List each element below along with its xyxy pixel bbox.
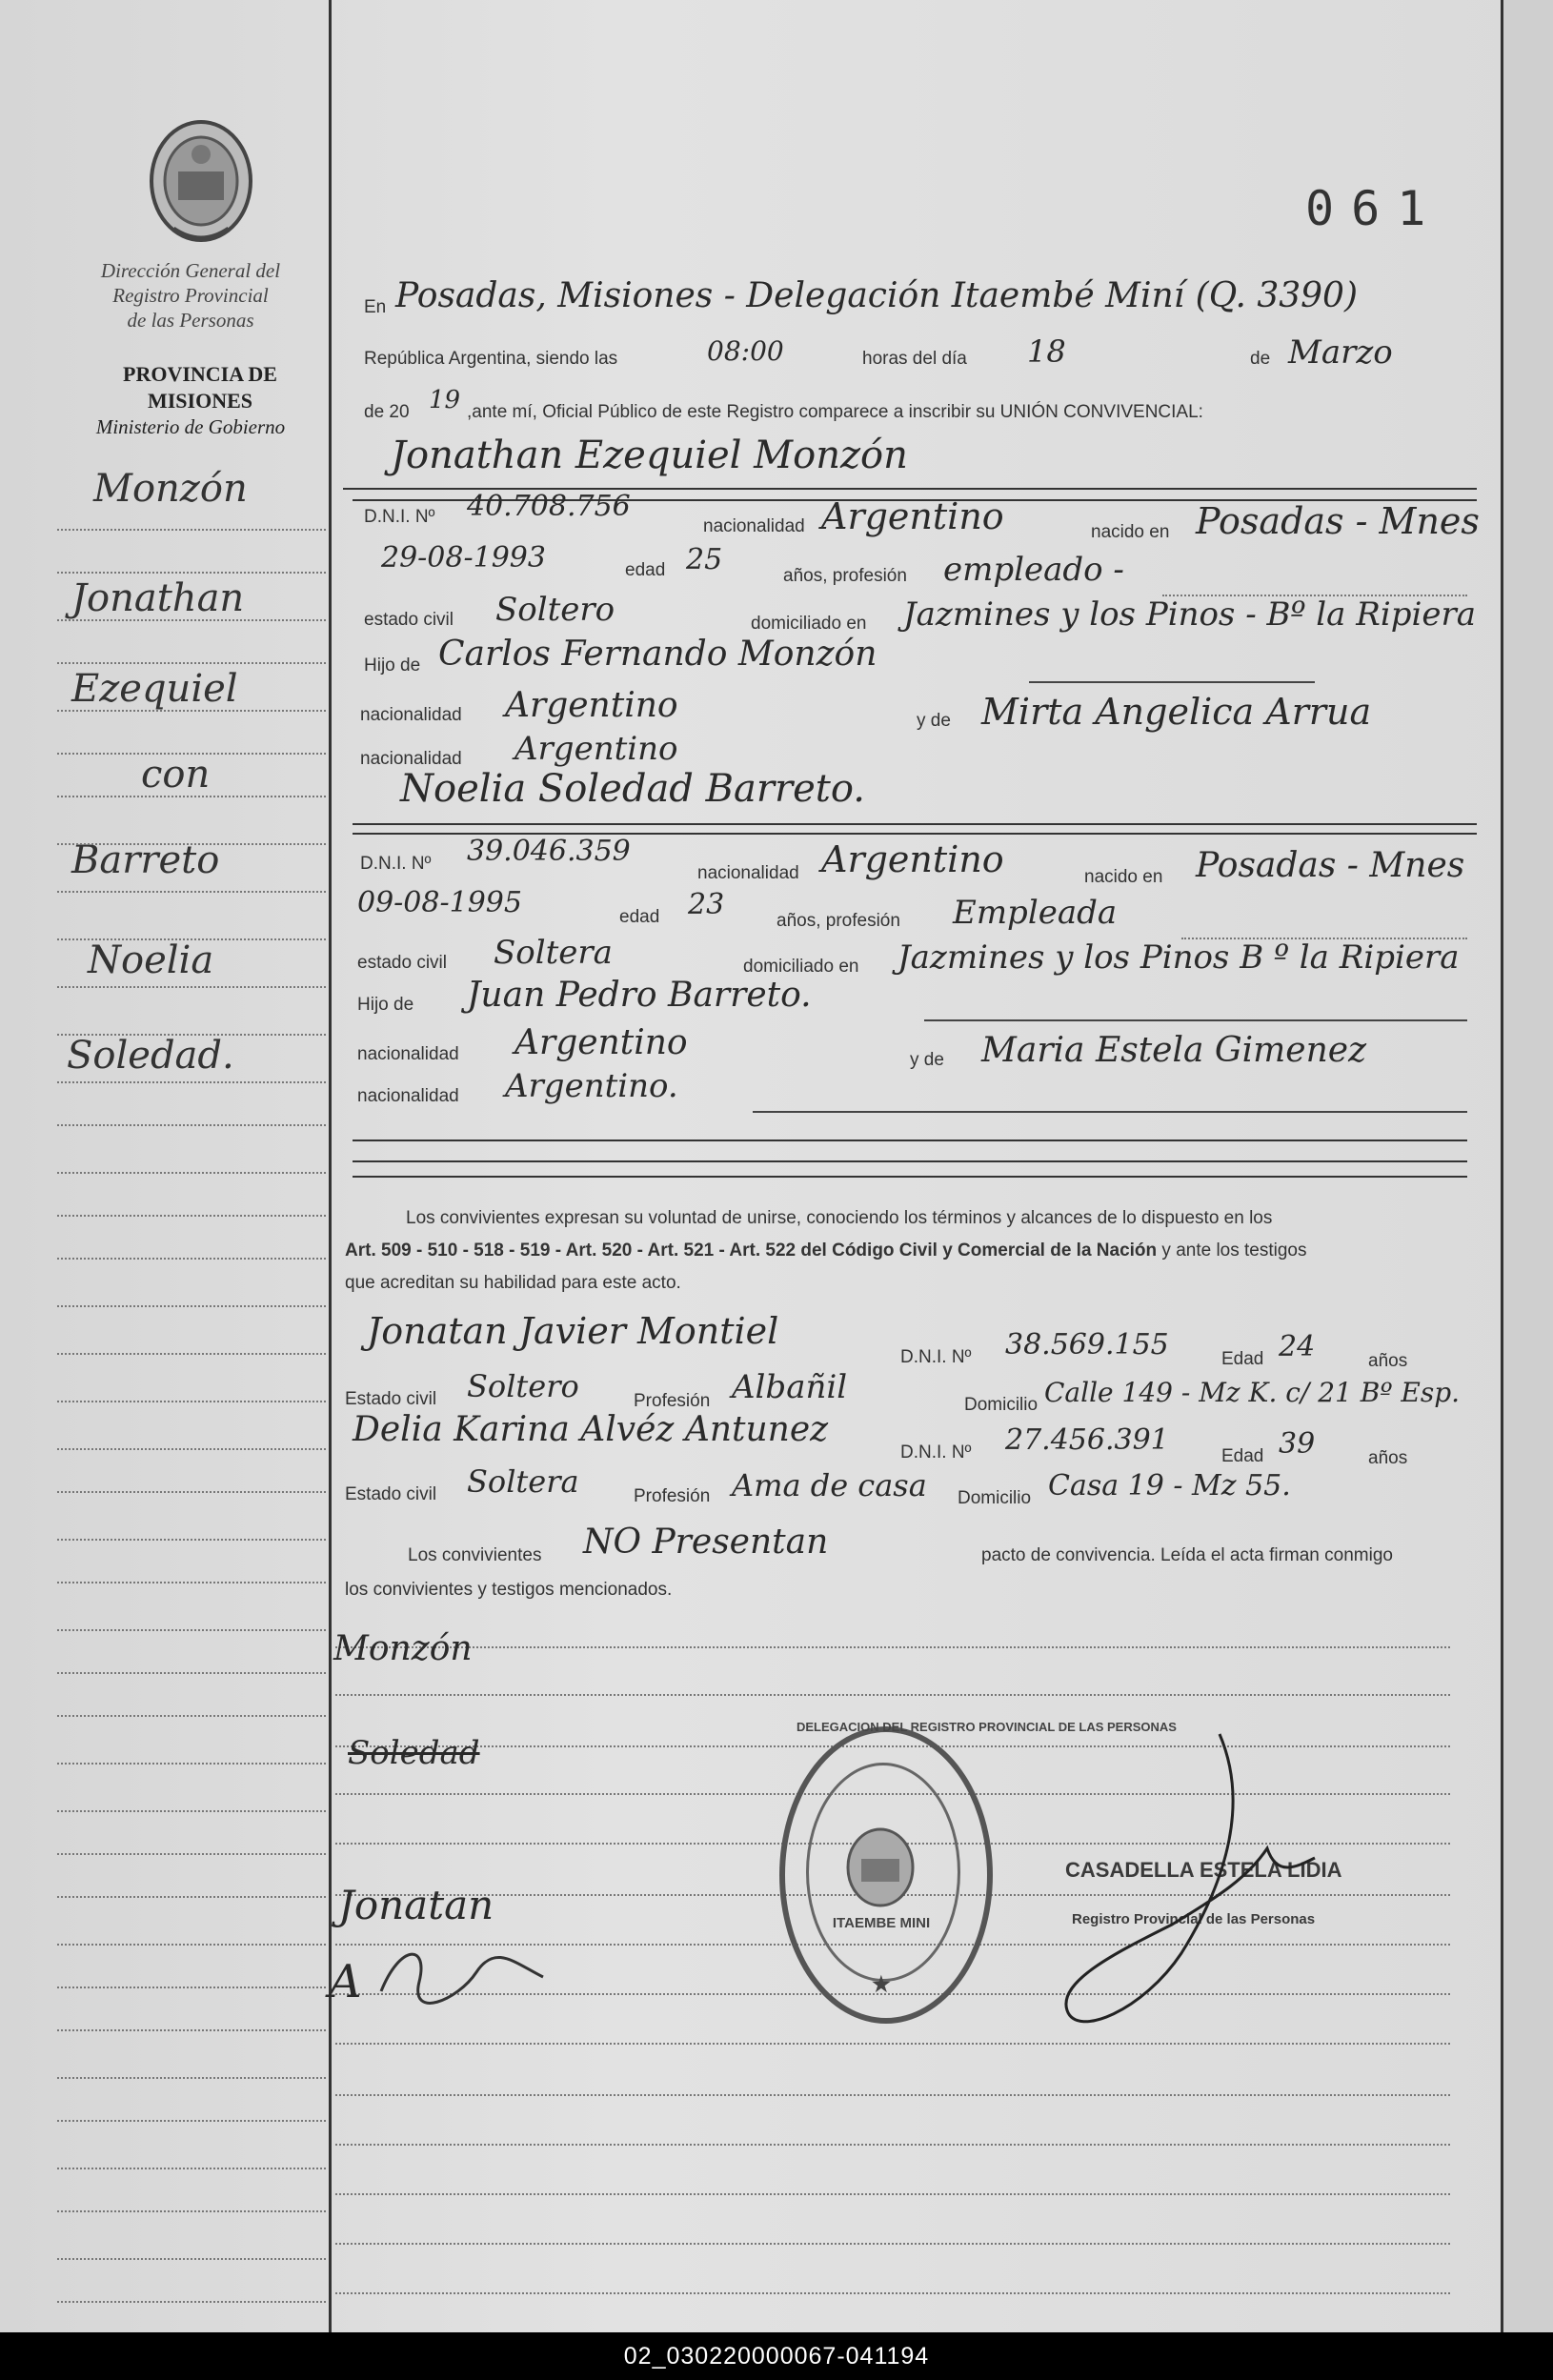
hijo-label: Hijo de [364,656,421,676]
rule [753,1111,1467,1113]
nacionalidad-label: nacionalidad [360,749,462,769]
margin-line [57,1715,326,1717]
person2-dni: 39.046.359 [467,835,631,868]
republica-label: República Argentina, siendo las [364,349,618,369]
page-edge [1503,0,1553,2332]
pact-line2: los convivientes y testigos mencionados. [345,1580,673,1600]
rule [353,1176,1467,1178]
margin-name: Jonathan [71,576,245,620]
margin-line [57,1491,326,1493]
declaration-line1: Los convivientes expresan su voluntad de unirse, conociendo los términos y alcances de lo dispuesto en los [406,1208,1273,1228]
margin-line [57,1215,326,1217]
declaration-articles: Art. 509 - 510 - 518 - 519 - Art. 520 - Art. 521 - Art. 522 del Código Civil y Comercial de la Nación [345,1240,1158,1261]
witness2-name: Delia Karina Alvéz Antunez [353,1410,829,1449]
w-estado-label: Estado civil [345,1389,437,1409]
margin-name: Ezequiel [71,667,238,711]
margin-line [57,572,326,574]
domiciliado-label: domiciliado en [743,957,859,977]
signature-monzon: Monzón [333,1629,473,1668]
margin-line [57,753,326,755]
person1-dni: 40.708.756 [467,490,631,523]
witness2-address: Casa 19 - Mz 55. [1048,1469,1291,1503]
person2-name: Noelia Soledad Barreto. [400,767,865,811]
month-value: Marzo [1288,333,1393,372]
margin-line [57,2301,326,2303]
witness1-address: Calle 149 - Mz K. c/ 21 Bº Esp. [1044,1377,1461,1408]
margin-line [57,843,326,845]
margin-line [57,1763,326,1765]
w-profesion-label: Profesión [634,1391,711,1411]
y-de-label: y de [910,1050,944,1070]
edad-label: edad [625,560,666,580]
person2-civil-status: Soltera [494,934,613,972]
nacionalidad-label: nacionalidad [360,705,462,725]
w-domicilio-label: Domicilio [964,1395,1039,1415]
margin-line [57,2210,326,2212]
declaration-line3: que acreditan su habilidad para este acto. [345,1273,681,1293]
w-anos-label: años [1368,1351,1408,1371]
province-line2: MISIONES [147,389,253,413]
person1-mother-nationality: Argentino [514,730,678,768]
person1-birthdate: 29-08-1993 [381,541,546,575]
agency-line3: de las Personas [127,309,254,332]
rule [353,1140,1467,1141]
w-profesion-label: Profesión [634,1486,711,1506]
witness1-civil-status: Soltero [467,1368,579,1404]
anos-label: años, profesión [776,911,900,931]
official-title: Registro Provincial de las Personas [1072,1911,1316,1927]
margin-line [57,529,326,531]
nacionalidad-label: nacionalidad [697,863,799,883]
margin-line [57,2168,326,2169]
person1-name: Jonathan Ezequiel Monzón [391,434,908,477]
y-de-label: y de [917,711,951,731]
person1-civil-status: Soltero [495,591,615,629]
margin-line [57,1582,326,1583]
act-number: 061 [1305,181,1443,236]
person2-father-nationality: Argentino [514,1023,688,1062]
signature-line [335,2144,1450,2146]
seal-emblem-icon [842,1825,918,1910]
witness2-age: 39 [1279,1427,1316,1461]
seal-inner-text: ITAEMBE MINI [832,1915,931,1931]
margin-name: Monzón [93,467,248,511]
margin-line [57,1448,326,1450]
witness2-profession: Ama de casa [732,1467,927,1503]
seal-ring-text: DELEGACION DEL REGISTRO PROVINCIAL DE LAS PERSONAS [797,1720,1177,1734]
margin-line [57,1853,326,1855]
place-prefix: En [364,297,387,317]
margin-line [57,2029,326,2031]
margin-line [57,1896,326,1898]
footer-id: 02_030220000067-041194 [0,2332,1553,2380]
witness2-civil-status: Soltera [467,1463,579,1500]
province-coat-of-arms-icon [145,114,257,248]
margin-name: Soledad. [67,1034,234,1078]
nacionalidad-label: nacionalidad [703,516,805,536]
rule [1029,681,1315,683]
w-anos-label: años [1368,1448,1408,1468]
horas-label: horas del día [862,349,967,369]
signature-line [335,1694,1450,1696]
margin-line [57,1987,326,1988]
official-name: CASADELLA ESTELA LIDIA [1065,1858,1342,1882]
margin-line [57,1124,326,1126]
signature-line [335,1646,1450,1648]
margin-line [57,938,326,940]
margin-line [57,1353,326,1355]
person2-birthplace: Posadas - Mnes [1196,846,1465,885]
estado-civil-label: estado civil [364,610,454,630]
witness1-age: 24 [1279,1330,1316,1363]
signature-jonatan: Jonatan [338,1882,494,1928]
person1-father: Carlos Fernando Monzón [438,635,877,674]
person2-mother-nationality: Argentino. [505,1067,678,1105]
rule [924,1019,1467,1021]
margin-line [57,1081,326,1083]
person2-age: 23 [688,888,725,921]
margin-line [57,1258,326,1260]
signature-line [335,2094,1450,2096]
margin-name: Noelia [88,938,214,982]
nacionalidad-label: nacionalidad [357,1044,459,1064]
margin-line [57,1810,326,1812]
margin-line [57,1172,326,1174]
rule [353,1160,1467,1162]
w-estado-label: Estado civil [345,1484,437,1504]
year-value: 19 [429,386,461,414]
time-value: 08:00 [707,335,784,367]
person1-age: 25 [686,543,723,576]
edad-label: edad [619,907,660,927]
signature-scribble-icon [362,1934,553,2010]
declaration-line2-tail: y ante los testigos [1157,1240,1307,1261]
signature-line [335,2292,1450,2294]
witness1-profession: Albañil [732,1368,848,1406]
pact-suffix: pacto de convivencia. Leída el acta firman conmigo [981,1545,1393,1565]
margin-line [57,2077,326,2079]
domiciliado-label: domiciliado en [751,614,867,634]
margin-line [57,2258,326,2260]
margin-name: Barreto [71,838,220,882]
dni-label: D.N.I. Nº [364,507,435,527]
person1-nationality: Argentino [821,495,1004,537]
de-label: de [1250,349,1271,369]
margin-line [57,986,326,988]
declaration-line2 [345,1235,1460,1267]
margin-line [57,796,326,797]
margin-line [57,1401,326,1402]
person2-profession: Empleada [953,894,1118,932]
person2-father: Juan Pedro Barreto. [467,976,812,1015]
signature-witness2: A [329,1955,362,2008]
margin-line [57,891,326,893]
ministry: Ministerio de Gobierno [95,415,286,438]
nacido-label: nacido en [1091,522,1170,542]
signature-line [335,2193,1450,2195]
nacionalidad-label: nacionalidad [357,1086,459,1106]
margin-line [57,1944,326,1946]
person1-profession: empleado - [943,551,1124,589]
witness1-dni: 38.569.155 [1005,1328,1169,1361]
margin-line [57,1629,326,1631]
signature-line [335,2243,1450,2245]
hijo-label: Hijo de [357,995,414,1015]
person2-address: Jazmines y los Pinos B º la Ripiera [898,938,1460,977]
person1-address: Jazmines y los Pinos - Bº la Ripiera [903,595,1476,634]
margin-name: con [141,753,211,797]
margin-line [57,710,326,712]
intro-text: ,ante mí, Oficial Público de este Registro comparece a inscribir su UNIÓN CONVIVENCIAL: [467,402,1203,422]
w-edad-label: Edad [1221,1446,1264,1466]
year-prefix: de 20 [364,402,410,422]
person2-nationality: Argentino [821,838,1004,880]
province-line1: PROVINCIA DE [123,362,277,386]
dni-label: D.N.I. Nº [360,854,432,874]
agency-line2: Registro Provincial [112,284,269,307]
w-dni-label: D.N.I. Nº [900,1347,972,1367]
margin-line [57,1539,326,1541]
w-edad-label: Edad [1221,1349,1264,1369]
pact-prefix: Los convivientes [408,1545,542,1565]
anos-label: años, profesión [783,566,907,586]
official-signature-icon [1058,1724,1343,2067]
margin-line [57,619,326,621]
day-value: 18 [1027,333,1066,370]
margin-line [57,1034,326,1036]
person2-birthdate: 09-08-1995 [357,886,522,919]
person1-father-nationality: Argentino [505,686,678,725]
agency-line1: Dirección General del [100,259,281,282]
witness2-dni: 27.456.391 [1005,1423,1169,1457]
w-domicilio-label: Domicilio [958,1488,1032,1508]
person2-mother: Maria Estela Gimenez [981,1031,1367,1070]
seal-star-icon: ★ [872,1972,891,1996]
pact-value: NO Presentan [583,1523,829,1562]
margin-line [57,662,326,664]
person1-birthplace: Posadas - Mnes [1196,500,1480,542]
estado-civil-label: estado civil [357,953,447,973]
witness1-name: Jonatan Javier Montiel [367,1310,779,1352]
margin-line [57,2120,326,2122]
nacido-label: nacido en [1084,867,1163,887]
signature-soledad: Soledad [348,1734,480,1772]
rule [353,823,1477,825]
person1-mother: Mirta Angelica Arrua [981,691,1372,733]
place-value: Posadas, Misiones - Delegación Itaembé Miní (Q. 3390) [395,276,1358,315]
margin-line [57,1305,326,1307]
margin-line [57,1672,326,1674]
w-dni-label: D.N.I. Nº [900,1442,972,1462]
